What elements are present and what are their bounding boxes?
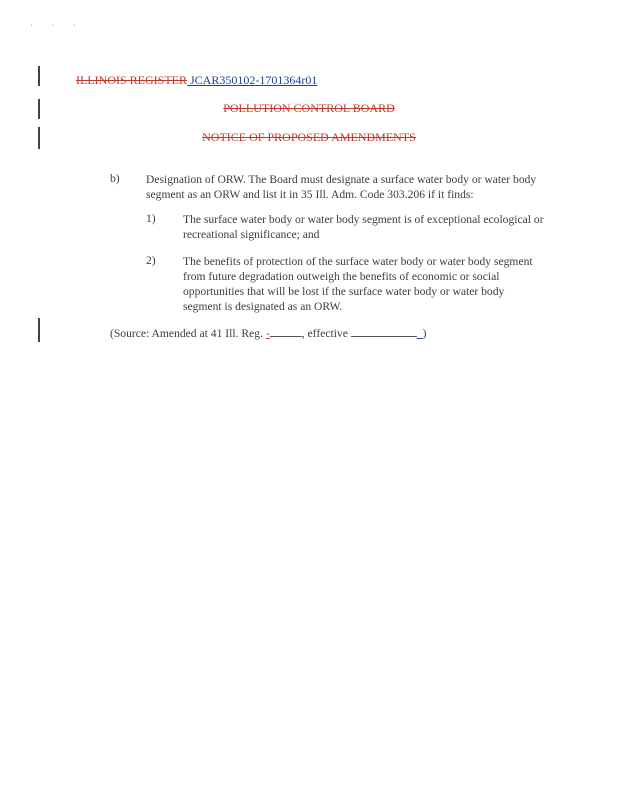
- source-blue-mark: _: [416, 327, 423, 340]
- section-b-label: b): [110, 172, 120, 185]
- item-1-label: 1): [146, 212, 156, 225]
- item-2-text: The benefits of protection of the surface water body or water body segment from future degradation outweigh the benefits of economic or social opportunities that will be lost if the surface water body or water body segment is designated as an ORW.: [183, 255, 533, 313]
- effective-blank: [351, 325, 417, 337]
- change-bar: [38, 318, 40, 342]
- item-1-text: The surface water body or water body segment is of exceptional ecological or recreational significance; and: [183, 213, 544, 241]
- register-inserted: JCAR350102-1701364r01: [187, 73, 318, 87]
- register-header: [76, 73, 317, 88]
- notice-title: NOTICE OF PROPOSED AMENDMENTS: [202, 130, 416, 144]
- scan-marks: · · ·: [30, 20, 84, 30]
- agency-title: POLLUTION CONTROL BOARD: [223, 101, 395, 115]
- source-note: [110, 325, 426, 341]
- item-2-label: 2): [146, 254, 156, 267]
- change-bar: [38, 66, 40, 86]
- register-blank: [270, 325, 302, 337]
- source-prefix: (Source: Amended at 41 Ill. Reg.: [110, 327, 263, 340]
- register-deleted: ILLINOIS REGISTER: [76, 73, 187, 87]
- source-red-mark: -: [265, 327, 270, 340]
- section-b-text: Designation of ORW. The Board must designate a surface water body or water body segment as an ORW and list it in 35 Ill. Adm. Code 303.206 if it finds:: [146, 173, 537, 201]
- source-suffix: ): [422, 327, 427, 340]
- source-effective: , effective: [301, 327, 348, 340]
